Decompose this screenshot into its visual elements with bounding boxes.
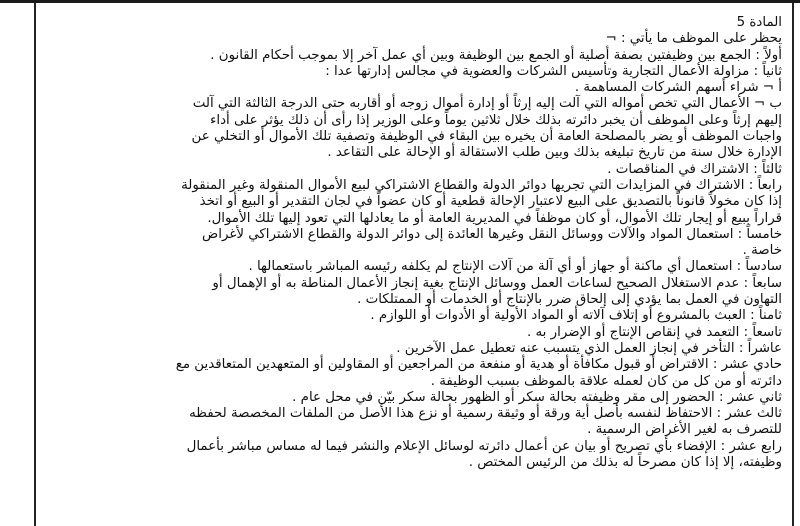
page-right-edge [792,3,794,526]
text-line: ب ¬ الأعمال التي تخص أمواله التي آلت إليه إرثاً أو إدارة أموال زوجه أو أقاربه حتى الدرجة الثالثة التي آلت [192,96,782,112]
text-line: واجبات الموظف أو يضر بالمصلحة العامة أن يخيره بين البقاء في الوظيفة وتصفية تلك الأموال أو التخلي عن [191,129,782,145]
text-line: ثانياً : مزاولة الأعمال التجارية وتأسيس الشركات والعضوية في مجالس إدارتها عدا : [325,63,782,79]
text-line: للتصرف به لغير الأغراض الرسمية . [587,422,782,438]
text-line: الإدارة خلال سنة من تاريخ تبليغه بذلك وبين طلب الاستقالة أو الإحالة على التقاعد . [327,145,782,161]
text-line: رابعاً : الاشتراك في المزايدات التي تجريها دوائر الدولة والقطاع الاشتراكي لبيع الأموال المنقولة وغير المنقولة [181,177,782,193]
text-line: ثامناً : العبث بالمشروع أو إتلاف آلاته أو المواد الأولية أو الأدوات أو اللوازم . [370,308,782,324]
text-line: ثاني عشر : الحضور إلى مقر وظيفته بحالة سكر أو الظهور بحالة سكر بيّن في محل عام . [292,389,782,405]
text-line: يحظر على الموظف ما يأتي : ¬ [605,31,782,47]
text-line: عاشراً : التأخر في إنجاز العمل الذي يتسبب عنه تعطيل عمل الآخرين . [396,340,782,356]
text-line: أ ¬ شراء أسهم الشركات المساهمة . [574,80,782,96]
text-line: أولاً : الجمع بين وظيفتين بصفة أصلية أو الجمع بين الوظيفة وبين أي عمل آخر إلا بموجب أحكام القانون . [210,47,782,63]
text-line: حادي عشر : الاقتراض أو قبول مكافأة أو هدية أو منفعة من المراجعين أو المقاولين أو المتعهدين المتعاقدين مع [175,357,782,373]
text-line: تاسعاً : التعمد في إنقاص الإنتاج أو الإضرار به . [526,324,782,340]
text-line: سادساً : استعمال أي ماكنة أو جهاز أو أي آلة من آلات الإنتاج لم يكلفه رئيسه المباشر باستعمالها . [248,259,782,275]
document-page [60,3,790,526]
text-line: ثالث عشر : الاحتفاظ لنفسه بأصل أية ورقة أو وثيقة رسمية أو نزع هذا الأصل من الملفات المخصصة لحفظه [189,406,782,422]
page-left-edge [34,3,36,526]
text-line: ثالثاً : الاشتراك في المناقصات . [607,161,782,177]
text-line: خامساً : استعمال المواد والآلات ووسائل النقل وغيرها العائدة إلى دوائر الدولة والقطاع الاشتراكي لأغراض [202,226,782,242]
text-line: خاصة . [742,243,782,259]
article-body [68,31,782,471]
text-line: قراراً ببيع أو إيجار تلك الأموال، أو كان موظفاً في المديرية العامة أو ما يعادلها التي تعود إليها تلك الأموال. [207,210,782,226]
text-line: دائرته أو من كل من كان لعمله علاقة بالموظف بسبب الوظيفة . [430,373,782,389]
text-line: رابع عشر : الإفضاء بأي تصريح أو بيان عن أعمال دائرته لوسائل الإعلام والنشر فيما له مساس مباشر بأعمال [186,438,782,454]
text-line: وظيفته، إلا إذا كان مصرحاً له بذلك من الرئيس المختص . [468,455,782,471]
text-line: التهاون في العمل بما يؤدي إلى إلحاق ضرر بالإنتاج أو الخدمات أو الممتلكات . [357,292,782,308]
text-line: سابعاً : عدم الاستغلال الصحيح لساعات العمل ووسائل الإنتاج بغية إنجاز الأعمال المناطة به أو الإهمال أو [212,275,782,291]
text-line: إذا كان مخولاً قانوناً بالتصديق على البيع لاعتبار الإحالة قطعية أو كان عضواً في لجان التقدير أو البيع أو اتخذ [199,194,782,210]
article-title: المادة 5 [736,15,782,30]
text-line: إليهم إرثاً وعلى الموظف أن يخبر دائرته بذلك خلال ثلاثين يوماً وعلى الوزير إذا رأى أن ذلك يؤثر على أداء [210,112,782,128]
